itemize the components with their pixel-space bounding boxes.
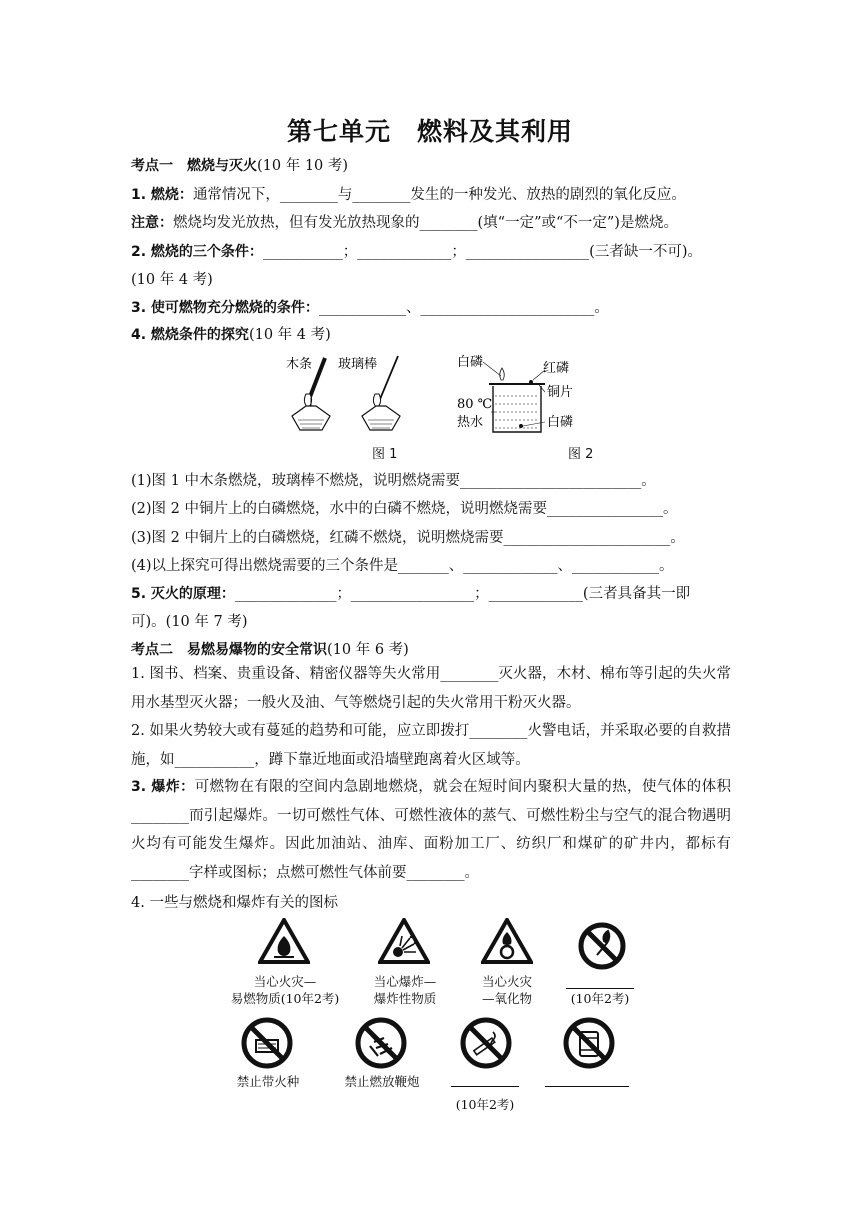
question-2: (2)图 2 中铜片上的白磷燃烧，水中的白磷不燃烧，说明燃烧需要________________。 — [131, 501, 678, 517]
item-1 — [131, 185, 731, 205]
figure-1-illustration — [278, 350, 418, 440]
question-3: (3)图 2 中铜片上的白磷燃烧，红磷不燃烧，说明燃烧需要_______________________。 — [131, 530, 685, 546]
item-3-label: 3. 使可燃物充分燃烧的条件： — [131, 300, 319, 316]
paragraph-3-text: 可燃物在有限的空间内急剧地燃烧，就会在短时间内聚积大量的热，使气体的体积________而引起爆炸。一切可燃性气体、可燃性液体的蒸气、可燃性粉尘与空气的混合物遇明火均有可能发生爆炸。因此加油站、油库、面粉加工厂、纺织厂和煤矿的矿井内，都标有________字样或图标；点燃可燃性气体前要________。 — [131, 779, 732, 881]
oxidizer-warning-icon — [481, 918, 533, 964]
item-4-label: 4. 燃烧条件的探究 — [131, 327, 249, 343]
sign-3-label — [462, 973, 552, 1007]
no-open-flame-icon — [577, 921, 627, 971]
item-4-signs-heading: 4. 一些与燃烧和爆炸有关的图标 — [131, 895, 338, 911]
fig2-copper-label: 铜片 — [547, 385, 574, 400]
sign-3-line-1: 当心火灾 — [481, 974, 532, 989]
sign-3-line-2: —氧化物 — [481, 991, 532, 1006]
figure-2-illustration — [455, 350, 605, 440]
section-1-heading — [131, 156, 731, 176]
section-2-note: (10 年 6 考) — [327, 642, 409, 658]
fig2-temp-label: 80 ℃ — [457, 397, 493, 412]
section-2-heading — [131, 640, 731, 660]
beaker — [483, 362, 545, 432]
no-smoking-icon — [459, 1016, 513, 1070]
sign-7-note: (10年2考) — [455, 1097, 515, 1112]
fig2-white-p-bottom-label: 白磷 — [547, 415, 574, 430]
sign-4-note: (10年2考) — [570, 991, 630, 1006]
sign-6-label: 禁止燃放鞭炮 — [344, 1074, 420, 1089]
fig1-stick-label: 木条 — [286, 357, 313, 372]
paragraph-3-label: 3. 爆炸： — [131, 779, 195, 795]
figure-2-caption: 图 2 — [568, 447, 594, 462]
sign-1-line-1: 当心火灾— — [253, 974, 317, 989]
no-fire-source-icon — [240, 1016, 294, 1070]
explosive-warning-icon — [378, 918, 430, 964]
no-flammables-icon — [562, 1016, 616, 1070]
fig2-water-label: 热水 — [457, 415, 484, 430]
sign-2-line-1: 当心爆炸— — [373, 974, 437, 989]
note-text: 燃烧均发光放热，但有发光放热现象的________(填“一定”或“不一定”)是燃烧。 — [173, 215, 678, 231]
question-4: (4)以上探究可得出燃烧需要的三个条件是_______、_____________、____________。 — [131, 558, 674, 574]
sign-2-line-2: 爆炸性物质 — [373, 991, 437, 1006]
section-1-note: (10 年 10 考) — [257, 158, 349, 174]
no-firecrackers-icon — [354, 1016, 408, 1070]
sign-4-blank — [566, 988, 634, 989]
item-2-label: 2. 燃烧的三个条件： — [131, 244, 263, 260]
item-1-text: 通常情况下，________与________发生的一种发光、放热的剧烈的氧化反应。 — [192, 187, 686, 203]
note — [131, 213, 731, 233]
fig2-red-p-label: 红磷 — [543, 361, 570, 376]
sign-8-blank — [545, 1086, 629, 1087]
figure-1-caption: 图 1 — [372, 447, 398, 462]
item-2-note: (10 年 4 考) — [131, 272, 213, 288]
page-title: 第七单元 燃料及其利用 — [286, 117, 573, 146]
item-2 — [131, 242, 731, 262]
sign-7-blank — [451, 1086, 519, 1087]
flammable-warning-icon — [258, 918, 310, 964]
item-3-text: ____________、________________________。 — [318, 300, 609, 316]
sign-1-line-2: 易燃物质(10年2考) — [230, 991, 340, 1006]
sign-1-label — [210, 973, 360, 1007]
item-5-cont: 可)。(10 年 7 考) — [131, 614, 248, 630]
item-4 — [131, 325, 731, 345]
section-1-title: 考点一 燃烧与灭火 — [131, 158, 257, 174]
fig1-rod-label: 玻璃棒 — [338, 357, 378, 372]
note-label: 注意： — [131, 215, 173, 231]
paragraph-1: 1. 图书、档案、贵重设备、精密仪器等失火常用________灭火器，木材、棉布等引起的失火常用水基型灭火器；一般火及油、气等燃烧引起的失火常用干粉灭火器。 — [131, 666, 731, 711]
question-1: (1)图 1 中木条燃烧，玻璃棒不燃烧，说明燃烧需要_________________________。 — [131, 473, 656, 489]
item-4-note: (10 年 4 考) — [248, 327, 331, 343]
section-2-title: 考点二 易燃易爆物的安全常识 — [131, 642, 327, 658]
paragraph-2: 2. 如果火势较大或有蔓延的趋势和可能，应立即拨打________火警电话，并采取必要的自救措施，如___________，蹲下靠近地面或沿墙壁跑离着火区域等。 — [131, 723, 731, 768]
sign-2-label — [345, 973, 465, 1007]
item-5-label: 5. 灭火的原理： — [131, 586, 235, 602]
item-5 — [131, 584, 731, 604]
paragraph-3 — [131, 773, 731, 887]
sign-5-label: 禁止带火种 — [236, 1074, 300, 1089]
item-2-text: ___________；_____________；_________________(三者缺一不可)。 — [262, 244, 703, 260]
fig2-white-p-top-label: 白磷 — [457, 355, 484, 370]
item-1-label: 1. 燃烧： — [131, 187, 193, 203]
item-3 — [131, 298, 731, 318]
item-5-text: ______________；_________________；_____________(三者具备其一即 — [234, 586, 691, 602]
